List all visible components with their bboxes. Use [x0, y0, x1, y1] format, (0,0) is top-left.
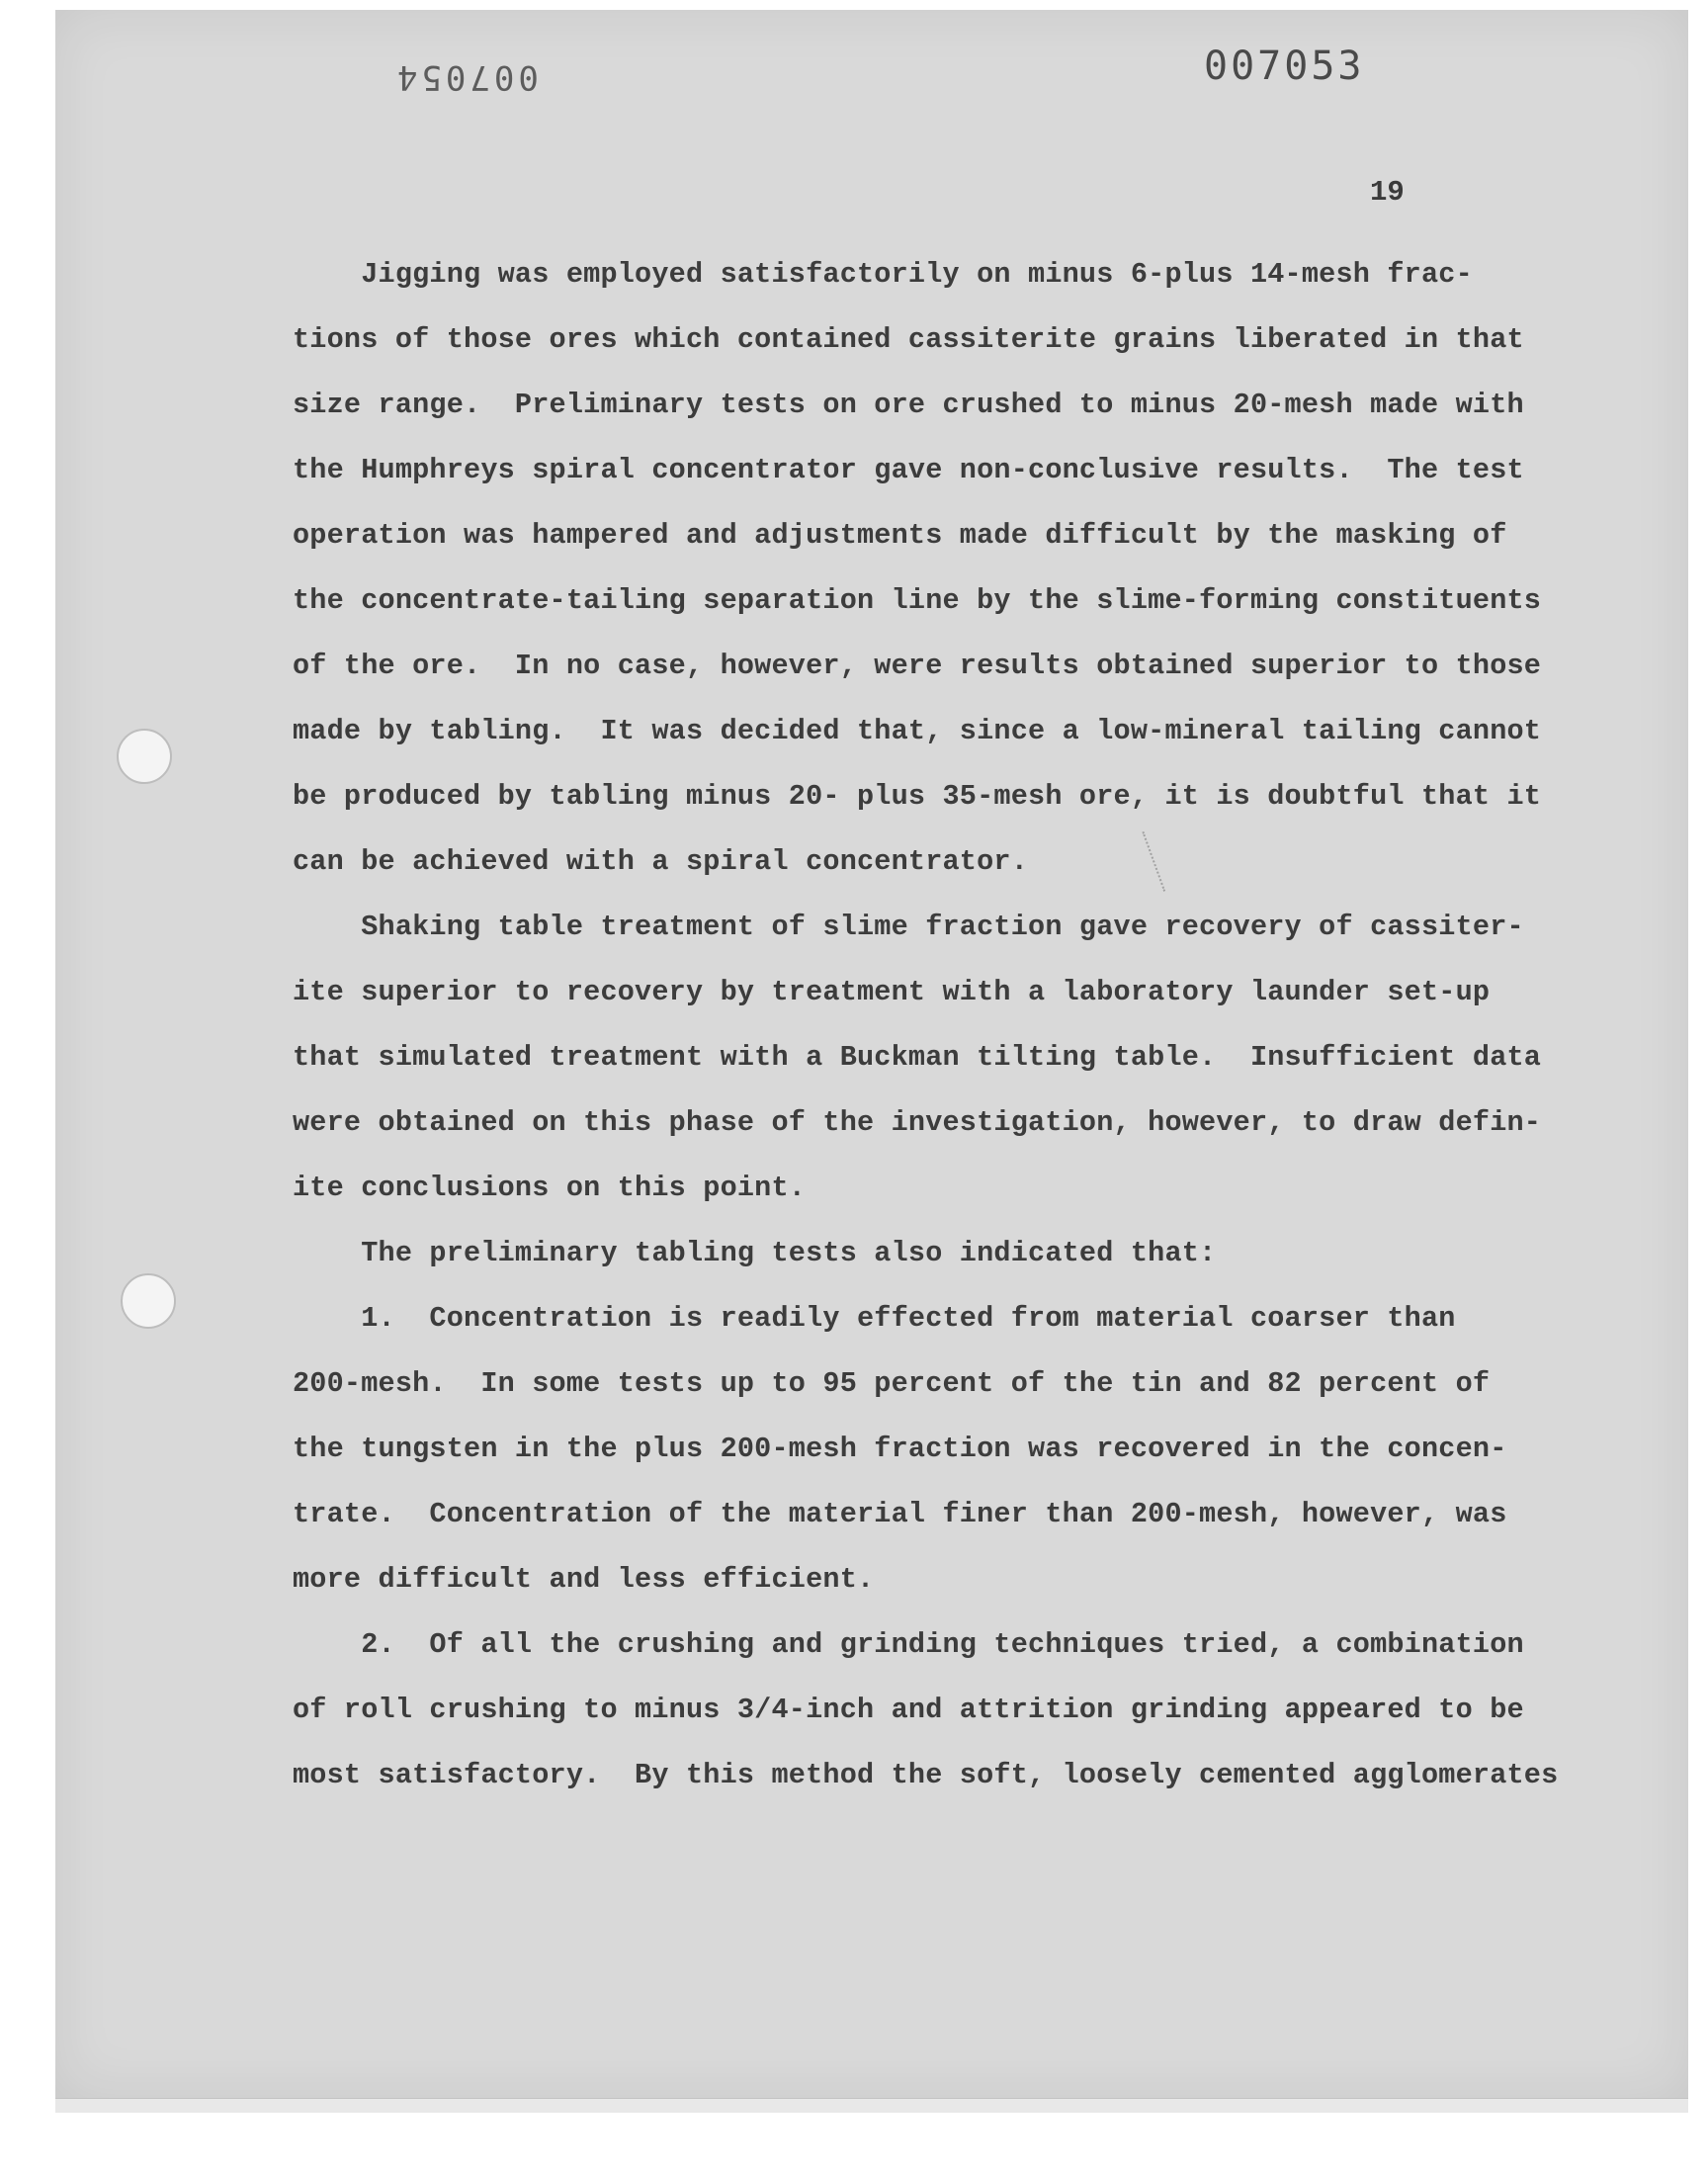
text-line: the concentrate-tailing separation line by the slime-forming constituents [293, 584, 1542, 617]
text-line: operation was hampered and adjustments made difficult by the masking of [293, 519, 1507, 552]
text-line: ite superior to recovery by treatment with a laboratory launder set-up [293, 976, 1491, 1008]
text-line: the Humphreys spiral concentrator gave non-conclusive results. The test [293, 454, 1524, 486]
text-line: the tungsten in the plus 200-mesh fraction was recovered in the concen- [293, 1433, 1507, 1465]
text-line: Shaking table treatment of slime fraction gave recovery of cassiter- [293, 911, 1524, 943]
text-line: 200-mesh. In some tests up to 95 percent of the tin and 82 percent of [293, 1367, 1491, 1400]
text-line: that simulated treatment with a Buckman tilting table. Insufficient data [293, 1041, 1542, 1074]
punch-hole-top [117, 729, 172, 784]
text-line: be produced by tabling minus 20- plus 35-mesh ore, it is doubtful that it [293, 780, 1542, 813]
text-line: made by tabling. It was decided that, since a low-mineral tailing cannot [293, 715, 1542, 747]
scan-bottom-edge [55, 2098, 1688, 2113]
body-text [293, 242, 1559, 1808]
text-line: trate. Concentration of the material finer than 200-mesh, however, was [293, 1498, 1507, 1530]
page-number: 19 [1370, 176, 1405, 209]
text-line: can be achieved with a spiral concentrator. [293, 845, 1029, 878]
text-line: Jigging was employed satisfactorily on minus 6-plus 14-mesh frac- [293, 258, 1473, 291]
punch-hole-bottom [121, 1273, 176, 1329]
text-line: most satisfactory. By this method the soft, loosely cemented agglomerates [293, 1759, 1559, 1791]
text-line: of roll crushing to minus 3/4-inch and attrition grinding appeared to be [293, 1694, 1524, 1726]
stamp-number: 007053 [1204, 44, 1365, 89]
text-line: were obtained on this phase of the investigation, however, to draw defin- [293, 1106, 1542, 1139]
text-line: 2. Of all the crushing and grinding techniques tried, a combination [293, 1628, 1524, 1661]
text-line: 1. Concentration is readily effected from material coarser than [293, 1302, 1456, 1335]
text-line: tions of those ores which contained cassiterite grains liberated in that [293, 323, 1524, 356]
text-line: of the ore. In no case, however, were results obtained superior to those [293, 650, 1542, 682]
text-line: ite conclusions on this point. [293, 1172, 807, 1204]
text-line: size range. Preliminary tests on ore crushed to minus 20-mesh made with [293, 389, 1524, 421]
text-line: The preliminary tabling tests also indicated that: [293, 1237, 1217, 1269]
text-line: more difficult and less efficient. [293, 1563, 875, 1596]
stamp-number-inverted: 007054 [393, 57, 539, 97]
